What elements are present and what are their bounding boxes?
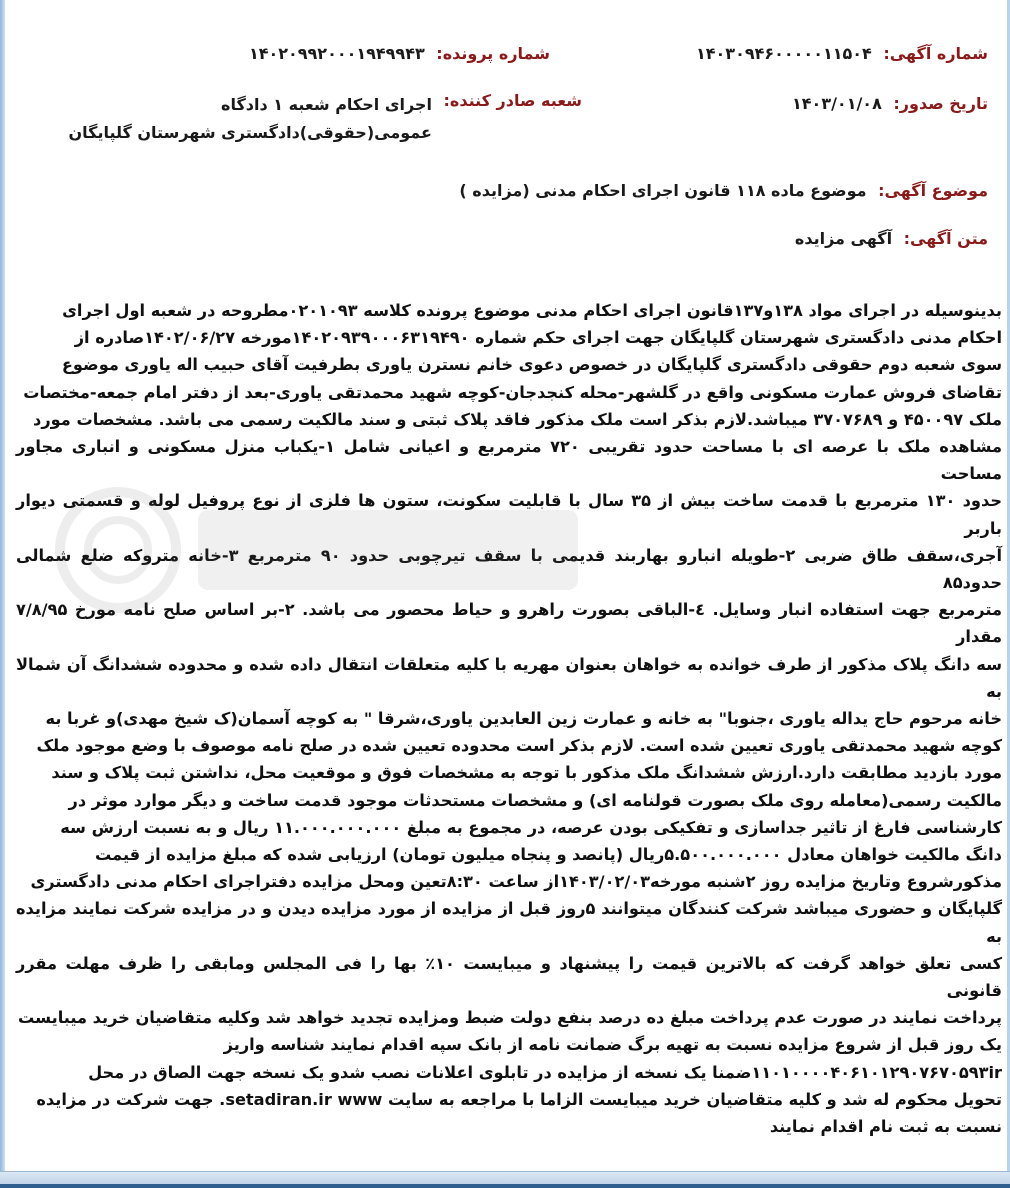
body-line: آجری،سقف طاق ضربی ۲-طویله انبارو بهاربند قدیمی با سقف تیرچوبی حدود ۹۰ مترمربع ۳-خانه متروکه ضلع شمالی حدود۸۵ xyxy=(16,545,1002,593)
body-line: گلپایگان و حضوری میباشد شرکت کنندگان میتوانند ۵روز قبل از مزایده از مورد مزایده دیدن و در مزایده شرکت نمایند مزایده به xyxy=(16,899,1002,946)
body-line: مشاهده ملک با عرصه ای با مساحت حدود تقریبی ۷۲۰ مترمربع و اعیانی شامل ۱-یکباب منزل مسکونی و انباری مجاور مساحت xyxy=(16,437,1002,484)
body-line: کسی تعلق خواهد گرفت که بالاترین قیمت را پیشنهاد و میبایست ۱۰٪ بها را فی المجلس ومابقی را ظرف مهلت مقرر قانونی xyxy=(16,953,1002,1001)
body-line: کوچه شهید محمدتقی یاوری تعیین شده است. لازم بذکر است محدوده تعیین شده در صلح نامه موصوف با وضع موجود ملک xyxy=(36,736,1002,756)
case-number-label: شماره پرونده: xyxy=(436,44,550,63)
issuer-label: شعبه صادر کننده: xyxy=(443,91,582,110)
body-label: متن آگهی: xyxy=(903,229,988,248)
subject-value: موضوع ماده ۱۱۸ قانون اجرای احکام مدنی (مزایده ) xyxy=(459,181,867,200)
body-line: ۱۱۰۱۰۰۰۰۴۰۶۱۰۱۲۹۰۷۶۷۰۵۹۳irضمنا یک نسخه از مزایده در تابلوی اعلانات نصب شدو یک نسخه جهت الصاق در محل xyxy=(88,1062,1002,1082)
body-line: بدینوسیله در اجرای مواد ۱۳۸و۱۳۷قانون اجرای احکام مدنی موضوع پرونده کلاسه ۰۲۰۱۰۹۳مطروحه در شعبه اول اجرای xyxy=(62,301,1002,320)
body-line: پرداخت نمایند در صورت عدم پرداخت مبلغ ده درصد بنفع دولت ضبط ومزایده تجدید خواهد شد وکلیه متقاضیان خرید میبایست xyxy=(18,1008,1002,1028)
issue-date-label: تاریخ صدور: xyxy=(893,94,988,113)
body-line: مذکورشروع وتاریخ مزایده روز ۲شنبه مورخه۱۴۰۳/۰۲/۰۳از ساعت ۸:۳۰تعین ومحل مزایده دفتراجرای احکام مدنی دادگستری xyxy=(30,872,1002,892)
ad-number xyxy=(696,44,988,63)
subject-label: موضوع آگهی: xyxy=(878,181,988,200)
body-line: تحویل محکوم له شد و کلیه متقاضیان خرید میبایست الزاما با مراجعه به سایت setadiran.ir www. جهت شرکت در مزایده xyxy=(36,1089,1002,1109)
body-line: مالکیت رسمی(معامله روی ملک بصورت قولنامه ای) و مشخصات مستحدثات موجود قدمت ساخت و دیگر موارد موثر در xyxy=(68,790,1002,810)
ad-number-value: ۱۴۰۳۰۹۴۶۰۰۰۰۰۱۱۵۰۴ xyxy=(696,44,872,63)
body-line: سه دانگ پلاک مذکور از طرف خوانده به خواهان بعنوان مهریه با کلیه متعلقات انتقال داده شده و محدوده ششدانگ آن شمالا به xyxy=(16,654,1002,701)
issue-date xyxy=(792,94,988,113)
body-line: یک روز قبل از شروع مزایده نسبت به تهیه برگ ضمانت نامه از بانک سپه اقدام نمایند شناسه واریز xyxy=(223,1035,1002,1055)
body-line: تقاضای فروش عمارت مسکونی واقع در گلشهر-محله کنجدجان-کوچه شهید محمدتقی یاوری-بعد از دفتر امام جمعه-مختصات xyxy=(23,382,1002,402)
body-line: ملک ۴۵۰۰۹۷ و ۳۷۰۷۶۸۹ میباشد.لازم بذکر است ملک مذکور فاقد پلاک ثبتی و سند مالکیت رسمی می باشد. مشخصات مورد xyxy=(33,409,1002,429)
notice-body xyxy=(16,297,1002,1140)
window-frame-left xyxy=(0,0,5,1172)
body-line: مورد بازدید مطابقت دارد.ارزش ششدانگ ملک مذکور با توجه به مشخصات فوق و موقعیت محل، نداشتن ثبت پلاک و سند xyxy=(51,763,1002,783)
body-title: آگهی مزایده xyxy=(794,229,893,248)
body-line: سوی شعبه دوم حقوقی دادگستری گلپایگان در خصوص دعوی خانم نسترن یاوری بطرفیت آقای حبیب اله یاوری موضوع xyxy=(61,355,1002,375)
issuer xyxy=(32,91,582,147)
case-number-value: ۱۴۰۲۰۹۹۲۰۰۰۱۹۴۹۹۴۳ xyxy=(248,44,425,63)
body-line: دانگ مالکیت خواهان معادل ۵.۵۰۰.۰۰۰.۰۰۰ریال (پانصد و پنجاه میلیون تومان) ارزیابی شده که مبلغ مزایده از قیمت xyxy=(94,845,1002,865)
body-line: مترمربع جهت استفاده انبار وسایل. ٤-الباقی بصورت راهرو و حیاط محصور می باشد. ۲-بر اساس صلح نامه مورخ ۷/۸/۹۵ مقدار xyxy=(16,600,1002,647)
body-heading xyxy=(795,229,988,248)
notice-document xyxy=(8,0,1002,1172)
body-line: خانه مرحوم حاج یداله یاوری ،جنوبا" به خانه و عمارت زین العابدین یاوری،شرقا " به کوچه آسمان(ک شیخ مهدی)و غربا به xyxy=(45,709,1002,729)
subject xyxy=(459,181,988,200)
body-line: حدود ۱۳۰ مترمربع با قدمت ساخت بیش از ۳۵ سال با قابلیت سکونت، ستون ها فلزی از نوع پروفیل لوله و قسمتی دیوار باربر xyxy=(16,491,1002,538)
body-line: کارشناسی فارغ از تاثیر جداسازی و تفکیکی بودن عرصه، در مجموع به مبلغ ۱۱.۰۰۰.۰۰۰.۰۰۰ ریال و به نسبت ارزش سه xyxy=(60,817,1002,837)
issue-date-value: ۱۴۰۳/۰۱/۰۸ xyxy=(792,94,882,113)
case-number xyxy=(249,44,550,63)
body-line: نسبت به ثبت نام اقدام نمایند xyxy=(769,1117,1002,1137)
window-bottom-strip xyxy=(0,1184,1010,1188)
ad-number-label: شماره آگهی: xyxy=(883,44,988,63)
body-line: احکام مدنی دادگستری شهرستان گلپایگان جهت اجرای حکم شماره ۱۴۰۲۰۹۳۹۰۰۰۶۳۱۹۴۹۰مورخه ۱۴۰۲/۰۶/۲۷صادره از xyxy=(74,328,1002,348)
issuer-value: اجرای احکام شعبه ۱ دادگاه عمومی(حقوقی)دادگستری شهرستان گلپایگان xyxy=(68,95,432,142)
